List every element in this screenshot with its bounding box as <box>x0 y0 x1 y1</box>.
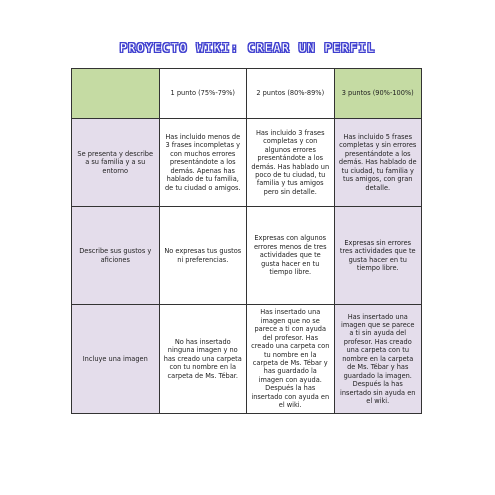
level-cell: No has insertado ninguna imagen y no has creado una carpeta con tu nombre en la carpeta de Ms. Tébar. <box>159 305 247 414</box>
header-row <box>72 69 422 119</box>
criterion-cell: Incluye una imagen <box>72 305 160 414</box>
level-cell: Has incluido 5 frases completas y sin errores presentándote a los demás. Has hablado de tu ciudad, tu familia y tus amigos, con gran detalle. <box>334 119 422 207</box>
header-level-2: 2 puntos (80%-89%) <box>247 69 335 119</box>
header-level-1: 1 punto (75%-79%) <box>159 69 247 119</box>
level-cell: Has insertado una imagen que no se parece a ti con ayuda del profesor. Has creado una carpeta con tu nombre en la carpeta de Ms. Tébar y has guardado la imagen con ayuda. Después la has insertado con ayuda en el wiki. <box>247 305 335 414</box>
page-title: PROYECTO WIKI: CREAR UN PERFIL <box>119 40 376 55</box>
level-cell: Expresas con algunos errores menos de tres actividades que te gusta hacer en tu tiempo libre. <box>247 207 335 305</box>
criterion-cell: Describe sus gustos y aficiones <box>72 207 160 305</box>
table-row <box>72 207 422 305</box>
table-row <box>72 119 422 207</box>
level-cell: Has insertado una imagen que se parece a ti sin ayuda del profesor. Has creado una carpeta con tu nombre en la carpeta de Ms. Tébar y has guardado la imagen. Después la has insertado sin ayuda en el wiki. <box>334 305 422 414</box>
table-row <box>72 305 422 414</box>
header-corner-cell <box>72 69 160 119</box>
level-cell: No expresas tus gustos ni preferencias. <box>159 207 247 305</box>
level-cell: Has incluido 3 frases completas y con algunos errores presentándote a los demás. Has hablado un poco de tu ciudad, tu familia y tus amigos pero sin detalle. <box>247 119 335 207</box>
criterion-cell: Se presenta y describe a su familia y a su entorno <box>72 119 160 207</box>
level-cell: Has incluido menos de 3 frases incompletas y con muchos errores presentándote a los demás. Apenas has hablado de tu familia, de tu ciudad o amigos. <box>159 119 247 207</box>
level-cell: Expresas sin errores tres actividades que te gusta hacer en tu tiempo libre. <box>334 207 422 305</box>
header-level-3: 3 puntos (90%-100%) <box>334 69 422 119</box>
rubric-table <box>71 68 422 414</box>
